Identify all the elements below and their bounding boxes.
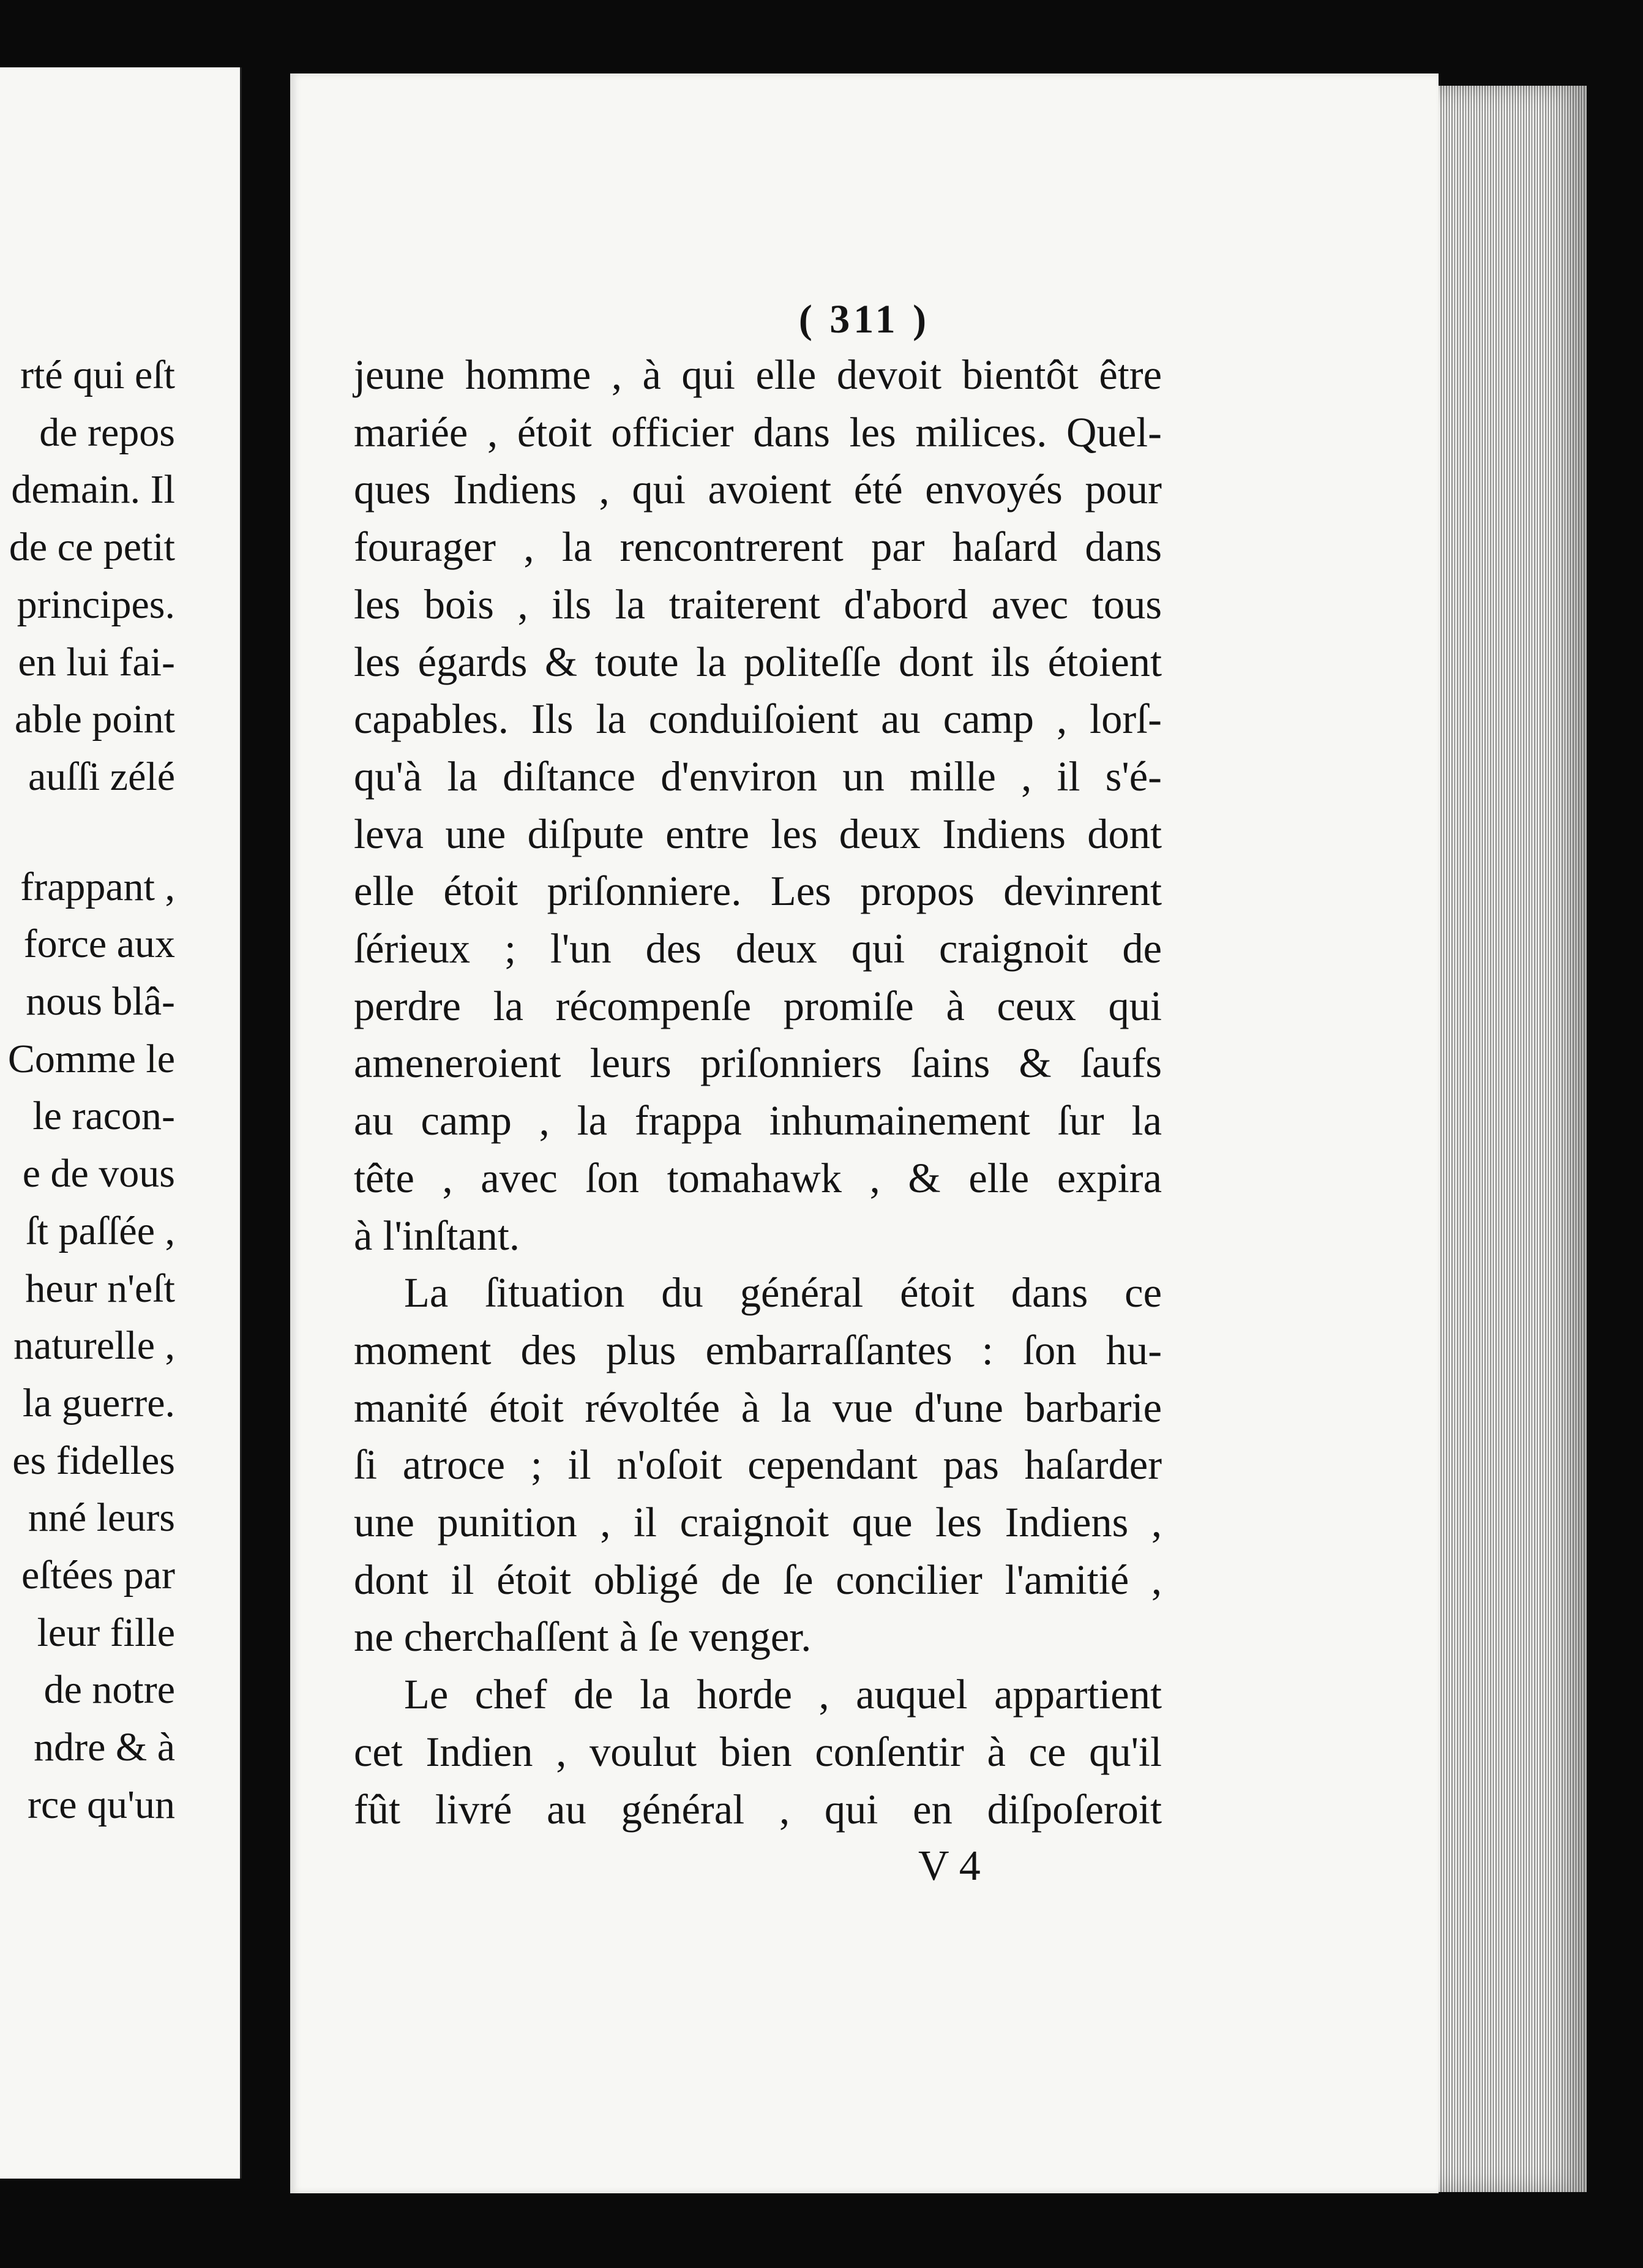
left-line: le racon-	[32, 1094, 175, 1139]
text-line: cet Indien , voulut bien conſentir à ce qu'il	[354, 1728, 1162, 1775]
left-line: de notre	[43, 1667, 175, 1713]
text-line: jeune homme , à qui elle devoit bientôt être	[354, 351, 1162, 398]
left-line: ndre & à	[34, 1725, 175, 1770]
signature-mark: V 4	[918, 1842, 981, 1890]
text-line: ſi atroce ; il n'oſoit cependant pas haſarder	[354, 1441, 1162, 1489]
text-line: Le chef de la horde , auquel appartient	[404, 1671, 1162, 1718]
left-line: frappant ,	[20, 864, 175, 909]
left-line: rté qui eſt	[20, 353, 175, 397]
left-line: de repos	[39, 410, 175, 455]
left-line: de ce petit	[9, 525, 175, 570]
text-line: ſérieux ; l'un des deux qui craignoit de	[354, 925, 1162, 972]
text-line: mariée , étoit officier dans les milices. Quel-	[354, 408, 1162, 456]
left-line: la guerre.	[22, 1380, 175, 1425]
text-line: une punition , il craignoit que les Indiens ,	[354, 1499, 1162, 1546]
text-line: tête , avec ſon tomahawk , & elle expira	[354, 1154, 1162, 1201]
left-line: ſt paſſée ,	[26, 1208, 175, 1253]
text-line: manité étoit révoltée à la vue d'une barbarie	[354, 1384, 1162, 1431]
text-line: les égards & toute la politeſſe dont ils étoient	[354, 638, 1162, 685]
text-line: perdre la récompenſe promiſe à ceux qui	[354, 982, 1162, 1029]
text-line: les bois , ils la traiterent d'abord avec tous	[354, 580, 1162, 628]
left-line: naturelle ,	[13, 1323, 175, 1369]
left-line: heur n'eſt	[25, 1266, 175, 1311]
text-line: leva une diſpute entre les deux Indiens dont	[354, 810, 1162, 857]
text-line: ne cherchaſſent à ſe venger.	[354, 1613, 812, 1661]
left-line: able point	[14, 697, 175, 742]
text-line: au camp , la frappa inhumainement ſur la	[354, 1097, 1162, 1144]
text-line: elle étoit priſonniere. Les propos devinrent	[354, 868, 1162, 915]
text-line: qu'à la diſtance d'environ un mille , il s'é-	[354, 753, 1162, 800]
left-page-text	[0, 347, 175, 1834]
page-number-header: ( 311 )	[798, 297, 930, 342]
left-line: es fidelles	[12, 1438, 175, 1483]
left-line: leur fille	[37, 1610, 175, 1655]
left-line: nné leurs	[28, 1495, 175, 1541]
left-line: force aux	[23, 922, 175, 967]
text-line: ques Indiens , qui avoient été envoyés pour	[354, 466, 1162, 513]
text-line: fourager , la rencontrerent par haſard dans	[354, 524, 1162, 571]
left-line: rce qu'un	[28, 1782, 175, 1827]
left-line: principes.	[17, 582, 175, 627]
left-line: e de vous	[22, 1151, 175, 1196]
text-line: moment des plus embarraſſantes : ſon hu-	[354, 1326, 1162, 1373]
body-text	[354, 347, 1162, 1838]
left-line: nous blâ-	[26, 979, 175, 1024]
text-line: ameneroient leurs priſonniers ſains & ſaufs	[354, 1040, 1162, 1087]
left-line: demain. Il	[11, 467, 175, 513]
text-line: fût livré au général , qui en diſpoſeroit	[354, 1785, 1162, 1833]
text-line: à l'inſtant.	[354, 1212, 520, 1259]
page-edges	[1439, 86, 1587, 2192]
text-line: La ſituation du général étoit dans ce	[404, 1269, 1162, 1316]
left-line: en lui fai-	[18, 639, 175, 685]
left-line: auſſi zélé	[28, 754, 175, 799]
left-line: eſtées par	[21, 1553, 175, 1598]
left-line: Comme le	[7, 1036, 175, 1081]
text-line: dont il étoit obligé de ſe concilier l'amitié ,	[354, 1556, 1162, 1603]
text-line: capables. Ils la conduiſoient au camp , lorſ-	[354, 696, 1162, 743]
